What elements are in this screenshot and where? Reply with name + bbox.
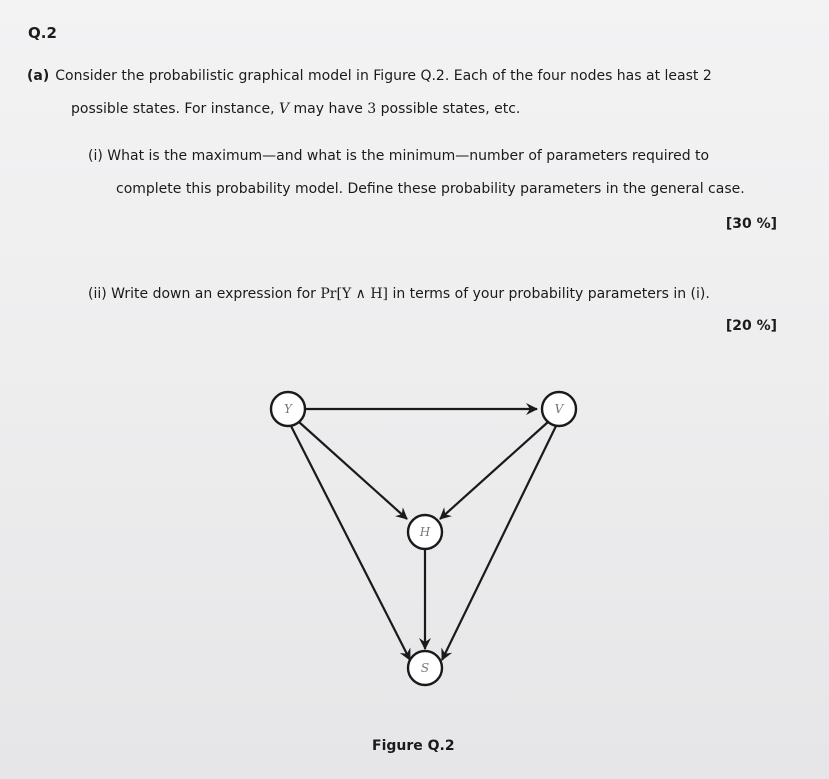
- sub-ii-label: (ii): [88, 286, 107, 302]
- node-y: [271, 392, 305, 426]
- variable-v: V: [278, 101, 290, 117]
- question-number: Q.2: [28, 24, 57, 42]
- node-y-label: Y: [284, 402, 292, 416]
- sub-ii-marks: [20 %]: [725, 318, 777, 334]
- state-count: 3: [367, 101, 377, 117]
- sub-ii-post: in terms of your probability parameters in (i).: [388, 286, 710, 302]
- node-h: [408, 515, 442, 549]
- sub-i-line1: What is the maximum—and what is the minimum—number of parameters required to: [107, 148, 710, 164]
- edge-y-h: [299, 422, 407, 519]
- node-v: [542, 392, 576, 426]
- part-a-text-line2-mid: may have: [289, 101, 368, 117]
- edge-v-h: [440, 422, 548, 519]
- sub-i-label: (i): [88, 148, 103, 164]
- sub-i-line2: complete this probability model. Define these probability parameters in the general case.: [116, 181, 745, 197]
- part-a-text-line1: Consider the probabilistic graphical model in Figure Q.2. Each of the four nodes has at least 2: [55, 68, 712, 84]
- part-a-label: (a): [27, 68, 50, 84]
- probability-expression: Pr[Y ∧ H]: [320, 286, 389, 302]
- node-h-label: H: [419, 525, 431, 539]
- edge-v-s: [442, 426, 556, 660]
- node-v-label: V: [554, 402, 564, 416]
- edge-y-s: [291, 426, 410, 660]
- node-s: [408, 651, 442, 685]
- part-a-text-line2-pre: possible states. For instance,: [71, 101, 279, 117]
- node-s-label: S: [420, 661, 430, 675]
- part-a-text-line2-post: possible states, etc.: [376, 101, 521, 117]
- sub-ii-pre: Write down an expression for: [111, 286, 321, 302]
- sub-i-marks: [30 %]: [725, 216, 777, 232]
- figure-caption: Figure Q.2: [372, 738, 455, 754]
